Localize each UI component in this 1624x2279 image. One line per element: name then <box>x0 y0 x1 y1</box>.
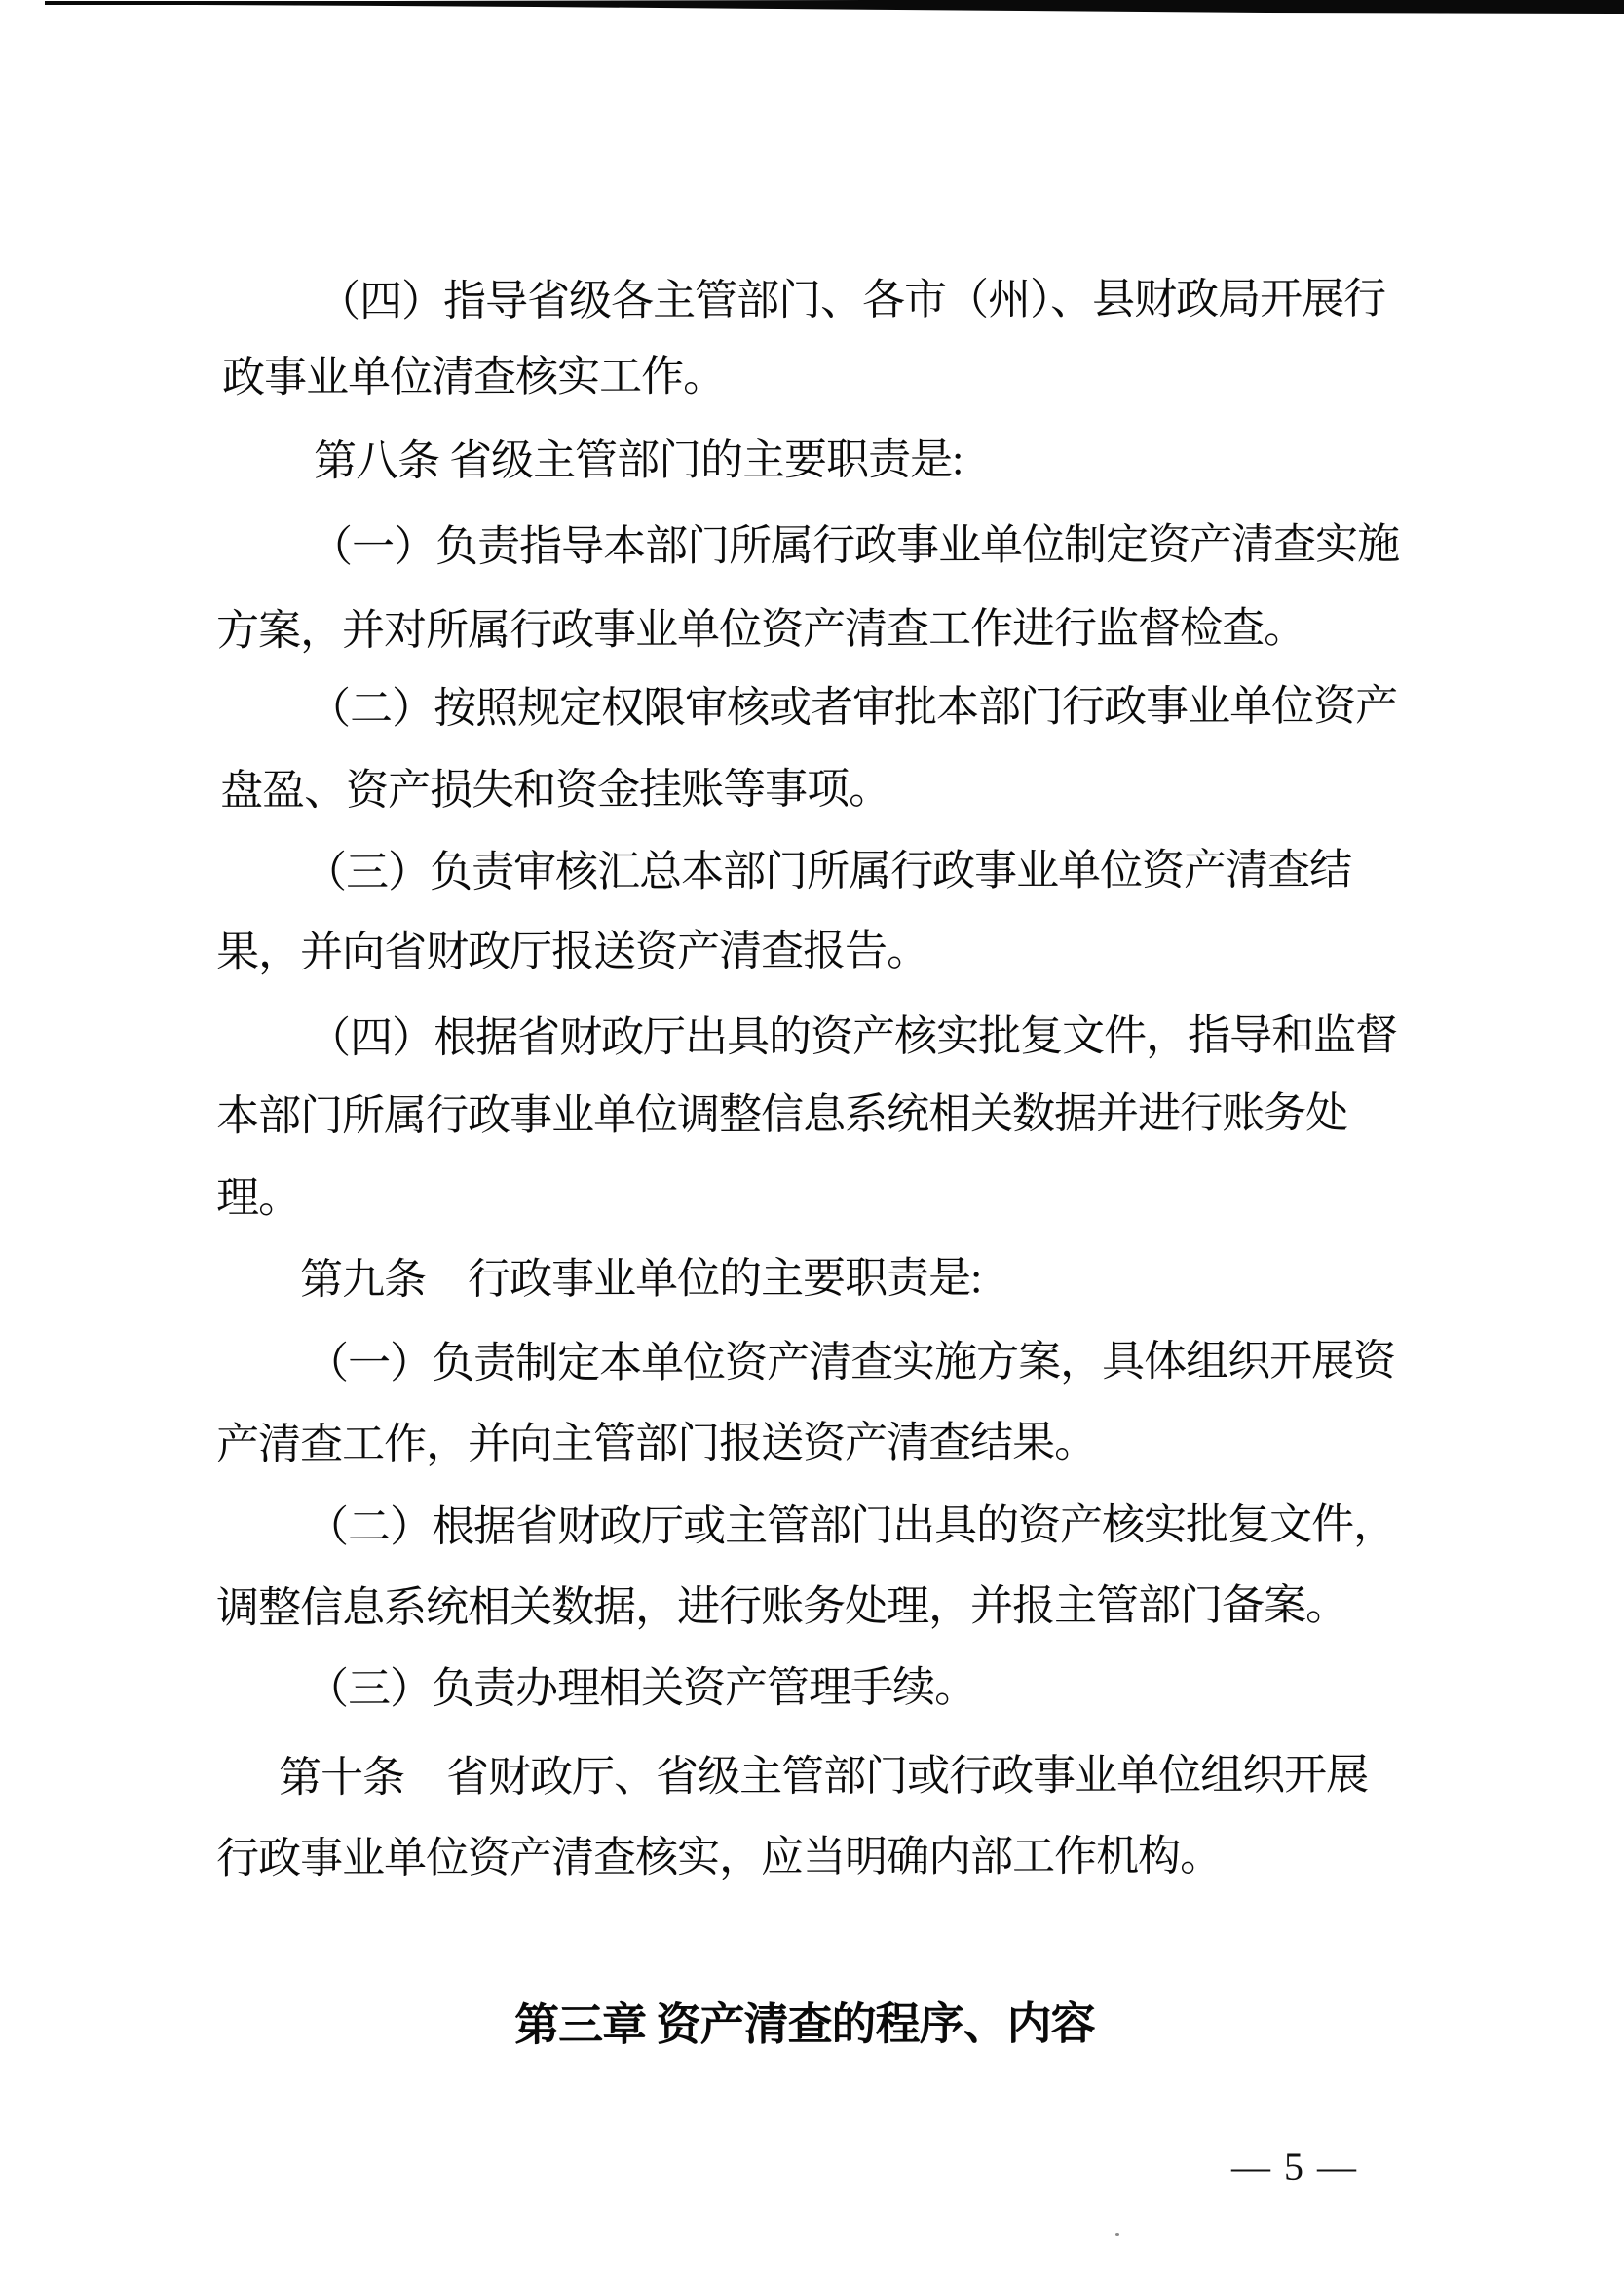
text-line: 果，并向省财政厅报送资产清查报告。 <box>216 927 929 976</box>
scan-artifact-band <box>0 0 1624 18</box>
text-line: 政事业单位清查核实工作。 <box>222 352 726 401</box>
text-line: （一）负责指导本部门所属行政事业单位制定资产清查实施 <box>310 520 1400 571</box>
page-number: — 5 — <box>1231 2145 1358 2188</box>
text-line: 产清查工作，并向主管部门报送资产清查结果。 <box>216 1418 1097 1468</box>
text-line: （四）指导省级各主管部门、各市（州）、县财政局开展行 <box>318 275 1386 325</box>
text-line: （四）根据省财政厅出具的资产核实批复文件，指导和监督 <box>308 1011 1398 1062</box>
text-line: 行政事业单位资产清查核实，应当明确内部工作机构。 <box>216 1832 1223 1882</box>
text-line: 第十条 省财政厅、省级主管部门或行政事业单位组织开展 <box>279 1751 1369 1802</box>
text-line: （三）负责办理相关资产管理手续。 <box>306 1663 977 1713</box>
text-line: 第八条 省级主管部门的主要职责是: <box>314 436 963 485</box>
text-line: 方案，并对所属行政事业单位资产清查工作进行监督检查。 <box>216 604 1306 655</box>
text-line: 理。 <box>216 1173 301 1222</box>
text-line: （二）按照规定权限审核或者审批本部门行政事业单位资产 <box>308 682 1398 733</box>
text-line: 本部门所属行政事业单位调整信息系统相关数据并进行账务处 <box>216 1088 1348 1140</box>
text-line: （三）负责审核汇总本部门所属行政事业单位资产清查结 <box>304 846 1352 896</box>
text-line: 调整信息系统相关数据，进行账务处理，并报主管部门备案。 <box>216 1580 1348 1632</box>
text-line: 第九条 行政事业单位的主要职责是: <box>300 1254 982 1304</box>
text-line: 盘盈、资产损失和资金挂账等事项。 <box>220 765 891 815</box>
text-line: （一）负责制定本单位资产清查实施方案，具体组织开展资 <box>306 1337 1396 1387</box>
chapter-heading: 第三章 资产清查的程序、内容 <box>514 1998 1095 2050</box>
scan-speck <box>1115 2233 1119 2236</box>
text-line: （二）根据省财政厅或主管部门出具的资产核实批复文件， <box>306 1500 1396 1551</box>
